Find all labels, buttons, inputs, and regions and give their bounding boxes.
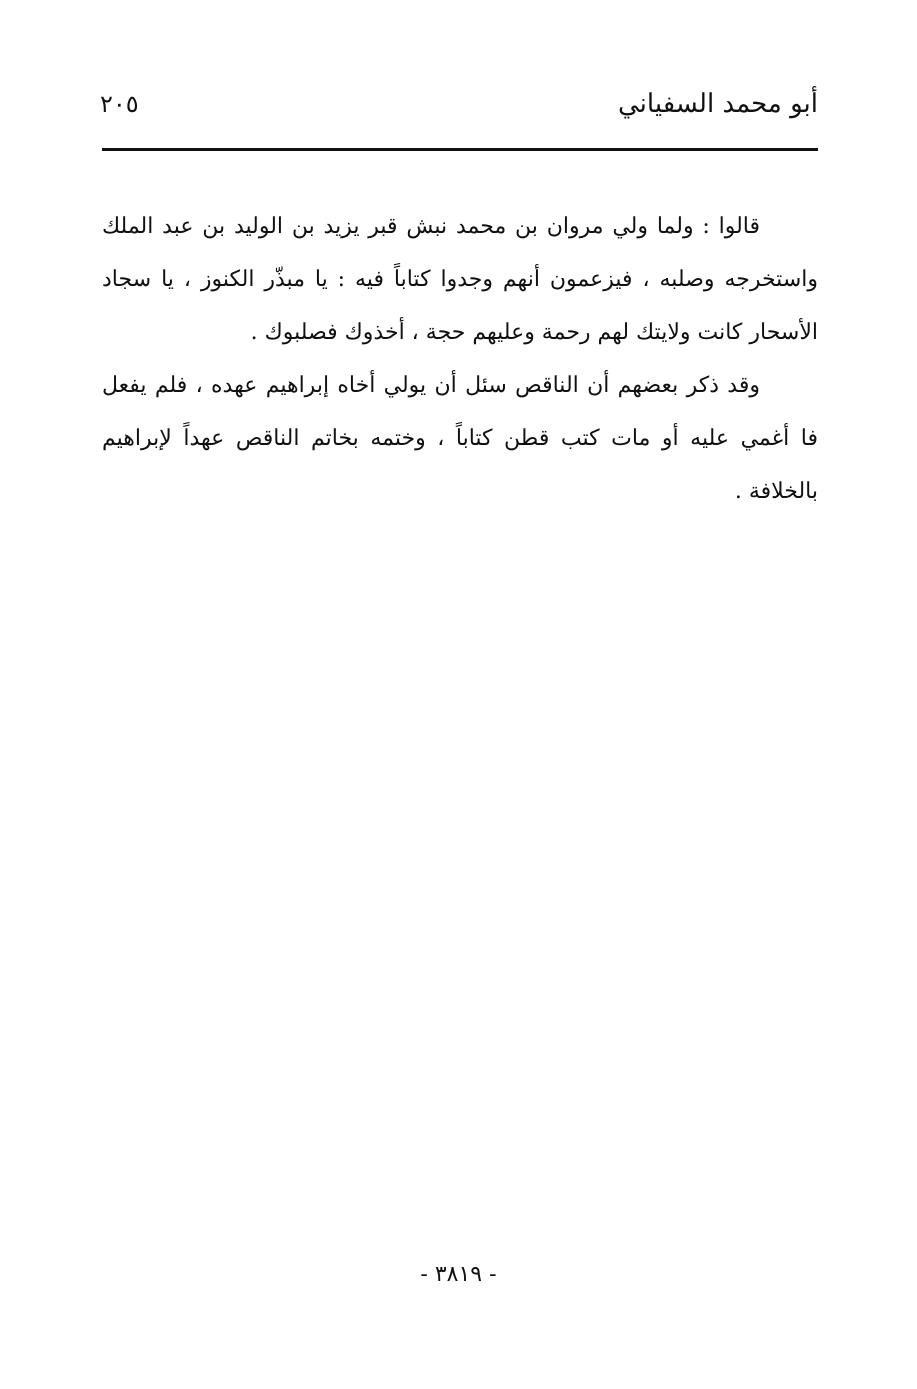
paragraph-2: وقد ذكر بعضهم أن الناقص سئل أن يولي أخاه إبراهيم عهده ، فلم يفعل فا أغمي عليه أو مات كتب قطن كتاباً ، وختمه بخاتم الناقص عهداً لإبراهيم بالخلافة . [102,373,818,504]
main-text [102,200,818,518]
running-title: أبو محمد السفياني [618,89,818,119]
header-rule [102,148,818,151]
paragraph-1: قالوا : ولما ولي مروان بن محمد نبش قبر يزيد بن الوليد بن عبد الملك واستخرجه وصلبه ، فيزعمون أنهم وجدوا كتاباً فيه : يا مبذّر الكنوز ، يا سجاد الأسحار كانت ولايتك لهم رحمة وعليهم حجة ، أخذوك فصلبوك . [102,214,818,345]
footer-sequence-number: - ٣٨١٩ - [420,1262,497,1287]
page-number: ٢٠٥ [100,90,139,118]
page-header [100,84,818,128]
